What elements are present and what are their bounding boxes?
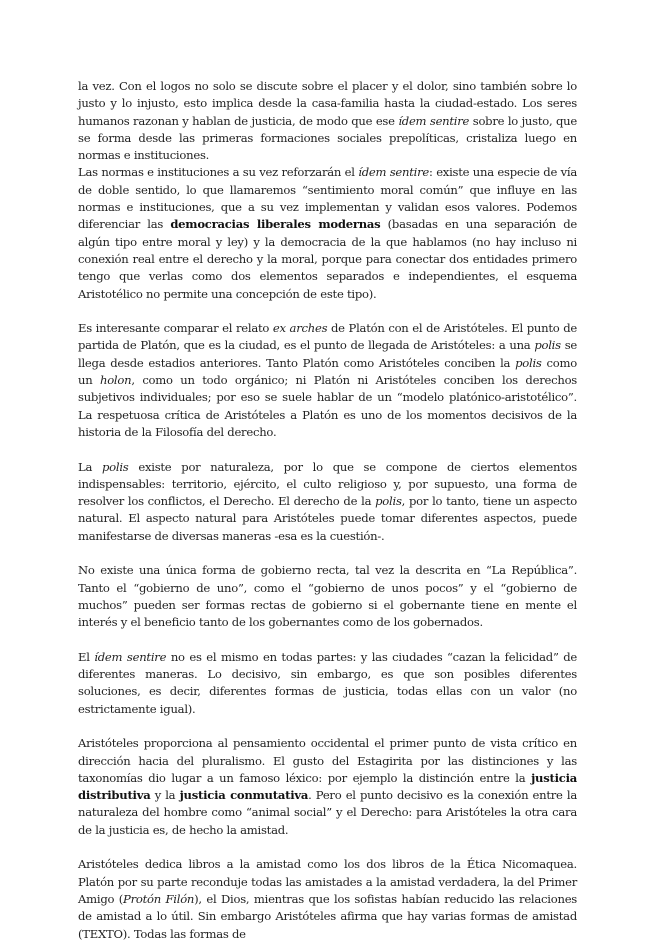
paragraph-6: [78, 649, 577, 718]
italic-term: holon: [99, 373, 132, 388]
text-span: Aristóteles dedica libros a la amistad como los dos libros de la Ética Nicomaquea. Platón por su parte reconduje todas las amistades a la amistad verdadera, la del Primer Amigo (: [78, 857, 577, 906]
text-span: Es interesante comparar el relato: [78, 321, 273, 336]
italic-term: polis: [534, 338, 561, 353]
text-span: de Platón con el de Aristóteles. El punto de partida de Platón, que es la ciudad, es el punto de llegada de Aristóteles: a una: [78, 321, 577, 353]
text-span: y la: [150, 788, 180, 803]
text-span: , como un todo orgánico; ni Platón ni Aristóteles conciben los derechos subjetivos individuales; por eso se suele hablar de un “modelo platónico-aristotélico”. La respetuosa crítica de Aristóteles a Platón es uno de los momentos decisivos de la historia de la Filosofía del derecho.: [78, 373, 577, 439]
italic-term: ídem sentire: [358, 165, 430, 180]
paragraph-gap: [78, 632, 577, 649]
text-span: la vez. Con el logos no solo se discute sobre el placer y el dolor, sino también sobre lo justo y lo injusto, esto implica desde la casa-familia hasta la ciudad-estado. Los seres humanos razonan y hablan de justicia, de modo que ese: [78, 79, 577, 128]
paragraph-2: [78, 164, 577, 302]
paragraph-gap: [78, 441, 577, 458]
text-span: La: [78, 459, 102, 474]
paragraph-gap: [78, 718, 577, 735]
text-span: ), el Dios, mientras que los sofistas habían reducido las relaciones de amistad a lo útil. Sin embargo Aristóteles afirma que hay varias formas de amistad (TEXTO). Todas las formas de: [78, 891, 578, 941]
paragraph-4: [78, 459, 577, 545]
text-span: sobre lo justo, que se forma desde las primeras formaciones sociales prepolíticas, cristaliza luego en normas e instituciones.: [78, 113, 577, 163]
text-span: : existe una especie de vía de doble sentido, lo que llamaremos “sentimiento moral común” que influye en las normas e instituciones, que a su vez implementan y validan esos valores. Podemos diferenciar las: [78, 165, 577, 232]
paragraph-3: [78, 320, 577, 441]
bold-term: justicia conmutativa: [179, 788, 309, 803]
text-span: no es el mismo en todas partes: y las ciudades “cazan la felicidad” de diferentes maneras. Lo decisivo, sin embargo, es que son posibles diferentes soluciones, es decir, diferentes formas de justicia, todas ellas con un valor (no estrictamente igual).: [78, 649, 578, 716]
italic-term: Protón Filón: [123, 891, 195, 906]
italic-term: ídem sentire: [398, 113, 470, 128]
text-span: Las normas e instituciones a su vez reforzarán el: [78, 165, 359, 180]
text-span: existe por naturaleza, por lo que se compone de ciertos elementos indispensables: territorio, ejército, el culto religioso y, por supuesto, una forma de resolver los conflictos, el Derecho. El derecho de la: [78, 459, 578, 509]
document-page: [78, 78, 577, 943]
italic-term: polis: [375, 494, 402, 509]
text-span: , por lo tanto, tiene un aspecto natural. El aspecto natural para Aristóteles puede tomar diferentes aspectos, puede manifestarse de diversas maneras -esa es la cuestión-.: [78, 494, 578, 543]
text-span: (basadas en una separación de algún tipo entre moral y ley) y la democracia de la que hablamos (no hay incluso ni conexión real entre el derecho y la moral, porque para conectar dos entidades primero tengo que verlas como dos elementos separados e independientes, el esquema Aristotélico no permite una concepción de este tipo).: [78, 217, 577, 301]
italic-term: ídem sentire: [94, 649, 167, 664]
text-span: El: [78, 649, 95, 664]
paragraph-1: [78, 78, 577, 164]
italic-term: ex arches: [272, 321, 328, 336]
bold-term: democracias liberales modernas: [170, 217, 381, 232]
bold-term: justicia distributiva: [78, 770, 577, 803]
italic-term: polis: [101, 459, 129, 474]
paragraph-7: [78, 735, 577, 839]
paragraph-5: [78, 562, 577, 631]
paragraph-gap: [78, 303, 577, 320]
text-span: . Pero el punto decisivo es la conexión entre la naturaleza del hombre como “animal social” y el Derecho: para Aristóteles la otra cara de la justicia es, de hecho la amistad.: [78, 788, 578, 837]
text-span: se llega desde estadios anteriores. Tanto Platón como Aristóteles conciben la: [78, 338, 578, 370]
text-span: como un: [78, 355, 577, 388]
text-span: Aristóteles proporciona al pensamiento occidental el primer punto de vista crítico en dirección hacia del pluralismo. El gusto del Estagirita por las distinciones y las taxonomías dio lugar a un famoso léxico: por ejemplo la distinción entre la: [78, 736, 577, 785]
italic-term: polis: [515, 355, 542, 370]
paragraph-gap: [78, 545, 577, 562]
text-span: No existe una única forma de gobierno recta, tal vez la descrita en “La República”. Tanto el “gobierno de uno”, como el “gobierno de unos pocos” y el “gobierno de muchos” pueden ser formas rectas de gobierno si el gobernante tiene en mente el interés y el beneficio tanto de los gobernantes como de los gobernados.: [78, 563, 577, 630]
paragraph-8: [78, 856, 577, 942]
